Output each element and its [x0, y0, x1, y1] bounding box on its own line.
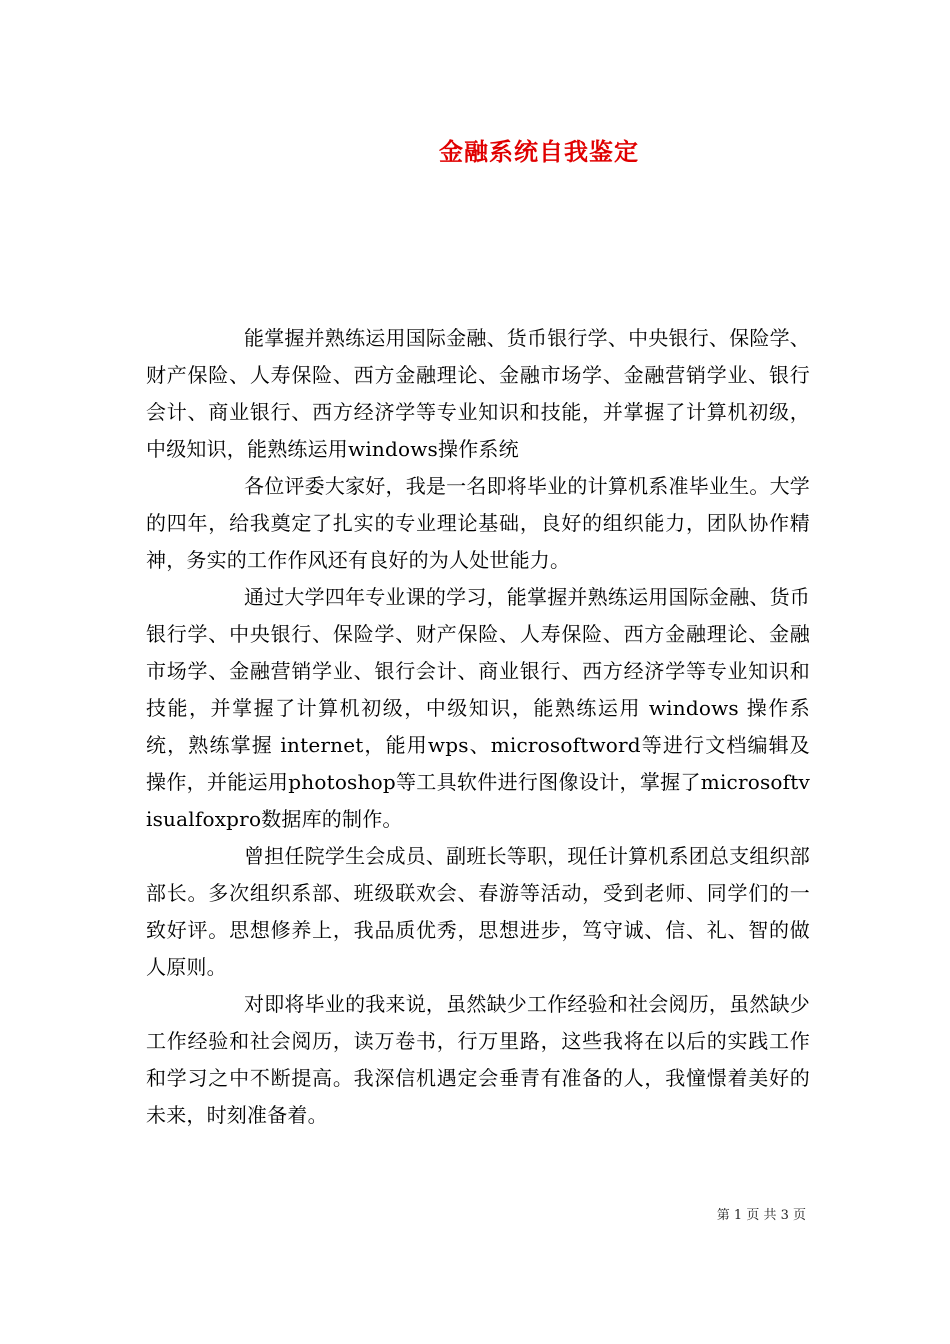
paragraph-1: 能掌握并熟练运用国际金融、货币银行学、中央银行、保险学、财产保险、人寿保险、西方金融理论、金融市场学、金融营销学业、银行会计、商业银行、西方经济学等专业知识和技能，并掌握了计算机初级，中级知识，能熟练运用windows操作系统 [146, 326, 810, 461]
paragraph-4: 曾担任院学生会成员、副班长等职，现任计算机系团总支组织部部长。多次组织系部、班级联欢会、春游等活动，受到老师、同学们的一致好评。思想修养上，我品质优秀，思想进步，笃守诚、信、礼、智的做人原则。 [146, 844, 810, 979]
document-body [146, 320, 810, 1134]
paragraph-5: 对即将毕业的我来说，虽然缺少工作经验和社会阅历，虽然缺少工作经验和社会阅历，读万卷书，行万里路，这些我将在以后的实践工作和学习之中不断提高。我深信机遇定会垂青有准备的人，我憧憬着美好的未来，时刻准备着。 [146, 992, 810, 1127]
paragraph-3: 通过大学四年专业课的学习，能掌握并熟练运用国际金融、货币银行学、中央银行、保险学、财产保险、人寿保险、西方金融理论、金融市场学、金融营销学业、银行会计、商业银行、西方经济学等专业知识和技能，并掌握了计算机初级，中级知识，能熟练运用 windows 操作系统，熟练掌握 internet，能用wps、microsoftword等进行文档编辑及操作，并能运用photoshop等工具软件进行图像设计，掌握了microsoftvisualfoxpro数据库的制作。 [146, 585, 810, 831]
document-title: 金融系统自我鉴定 [439, 137, 639, 166]
paragraph-2: 各位评委大家好，我是一名即将毕业的计算机系准毕业生。大学的四年，给我奠定了扎实的专业理论基础，良好的组织能力，团队协作精神，务实的工作作风还有良好的为人处世能力。 [146, 474, 810, 572]
page-footer: 第 1 页 共 3 页 [716, 1208, 806, 1223]
